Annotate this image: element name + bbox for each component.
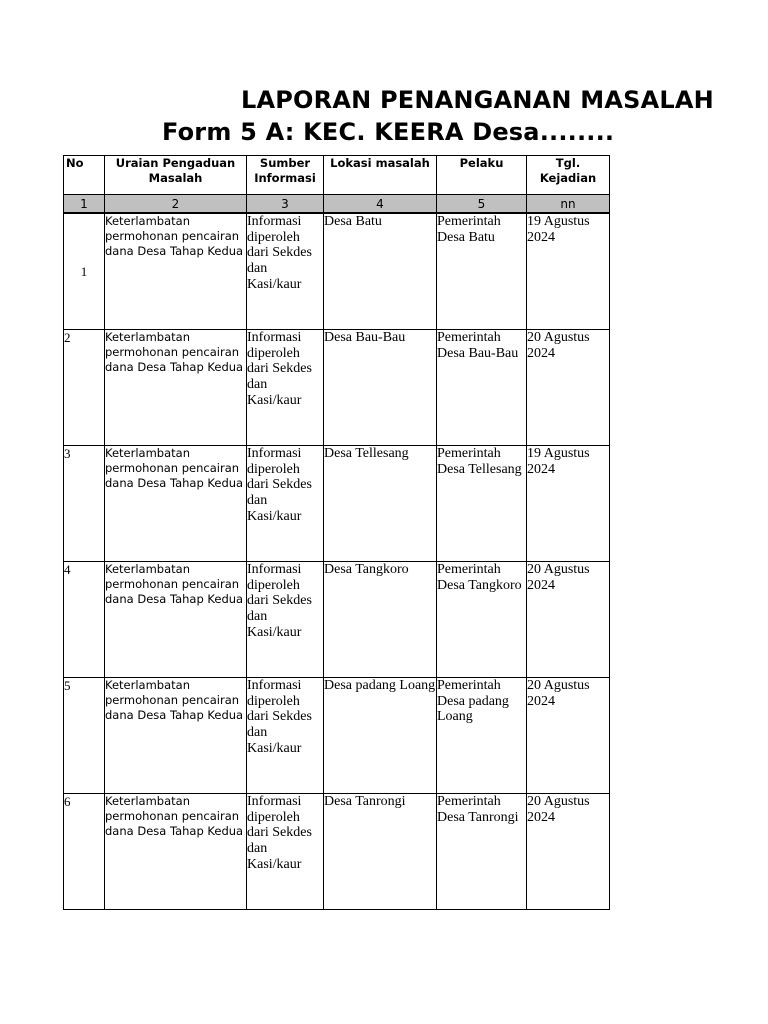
cell-pelaku: Pemerintah Desa Tellesang: [437, 446, 527, 562]
cell-lokasi: Desa Tangkoro: [324, 562, 437, 678]
header-tgl: Tgl. Kejadian: [527, 156, 610, 195]
cell-uraian: Keterlambatan permohonan pencairan dana Desa Tahap Kedua: [105, 213, 247, 330]
cell-sumber: Informasi diperoleh dari Sekdes dan Kasi/kaur: [247, 562, 324, 678]
cell-pelaku: Pemerintah Desa Tangkoro: [437, 562, 527, 678]
column-number: 1: [64, 195, 105, 214]
header-sumber: Sumber Informasi: [247, 156, 324, 195]
cell-tgl: 20 Agustus 2024: [527, 562, 610, 678]
column-number: nn: [527, 195, 610, 214]
cell-pelaku: Pemerintah Desa Batu: [437, 213, 527, 330]
cell-tgl: 20 Agustus 2024: [527, 794, 610, 910]
cell-no: 5: [64, 678, 105, 794]
cell-lokasi: Desa Tellesang: [324, 446, 437, 562]
cell-lokasi: Desa Bau-Bau: [324, 330, 437, 446]
cell-tgl: 20 Agustus 2024: [527, 678, 610, 794]
cell-sumber: Informasi diperoleh dari Sekdes dan Kasi/kaur: [247, 794, 324, 910]
cell-no: 6: [64, 794, 105, 910]
cell-tgl: 19 Agustus 2024: [527, 446, 610, 562]
cell-no: 4: [64, 562, 105, 678]
header-row: [64, 156, 610, 195]
table-row: [64, 330, 610, 446]
report-title: [0, 84, 714, 154]
cell-lokasi: Desa Tanrongi: [324, 794, 437, 910]
report-table: [63, 155, 610, 910]
cell-sumber: Informasi diperoleh dari Sekdes dan Kasi/kaur: [247, 213, 324, 330]
column-number-row: [64, 195, 610, 214]
cell-uraian: Keterlambatan permohonan pencairan dana Desa Tahap Kedua: [105, 678, 247, 794]
header-lokasi: Lokasi masalah: [324, 156, 437, 195]
table-row: [64, 678, 610, 794]
cell-pelaku: Pemerintah Desa Tanrongi: [437, 794, 527, 910]
cell-lokasi: Desa Batu: [324, 213, 437, 330]
cell-tgl: 20 Agustus 2024: [527, 330, 610, 446]
cell-lokasi: Desa padang Loang: [324, 678, 437, 794]
cell-sumber: Informasi diperoleh dari Sekdes dan Kasi/kaur: [247, 330, 324, 446]
cell-pelaku: Pemerintah Desa padang Loang: [437, 678, 527, 794]
table-row: [64, 562, 610, 678]
cell-tgl: 19 Agustus 2024: [527, 213, 610, 330]
column-number: 2: [105, 195, 247, 214]
header-pelaku: Pelaku: [437, 156, 527, 195]
cell-no: 1: [64, 213, 105, 330]
header-uraian: Uraian Pengaduan Masalah: [105, 156, 247, 195]
cell-uraian: Keterlambatan permohonan pencairan dana Desa Tahap Kedua: [105, 794, 247, 910]
cell-sumber: Informasi diperoleh dari Sekdes dan Kasi/kaur: [247, 678, 324, 794]
table-row: [64, 213, 610, 330]
column-number: 4: [324, 195, 437, 214]
cell-sumber: Informasi diperoleh dari Sekdes dan Kasi/kaur: [247, 446, 324, 562]
cell-uraian: Keterlambatan permohonan pencairan dana Desa Tahap Kedua: [105, 446, 247, 562]
header-no: No: [64, 156, 105, 195]
report-title-line1: LAPORAN PENANGANAN MASALAH: [241, 86, 714, 114]
column-number: 3: [247, 195, 324, 214]
cell-uraian: Keterlambatan permohonan pencairan dana Desa Tahap Kedua: [105, 330, 247, 446]
table-row: [64, 446, 610, 562]
report-title-line2: Form 5 A: KEC. KEERA Desa........: [162, 118, 615, 146]
table-row: [64, 794, 610, 910]
cell-no: 3: [64, 446, 105, 562]
column-number: 5: [437, 195, 527, 214]
cell-uraian: Keterlambatan permohonan pencairan dana Desa Tahap Kedua: [105, 562, 247, 678]
cell-no: 2: [64, 330, 105, 446]
cell-pelaku: Pemerintah Desa Bau-Bau: [437, 330, 527, 446]
